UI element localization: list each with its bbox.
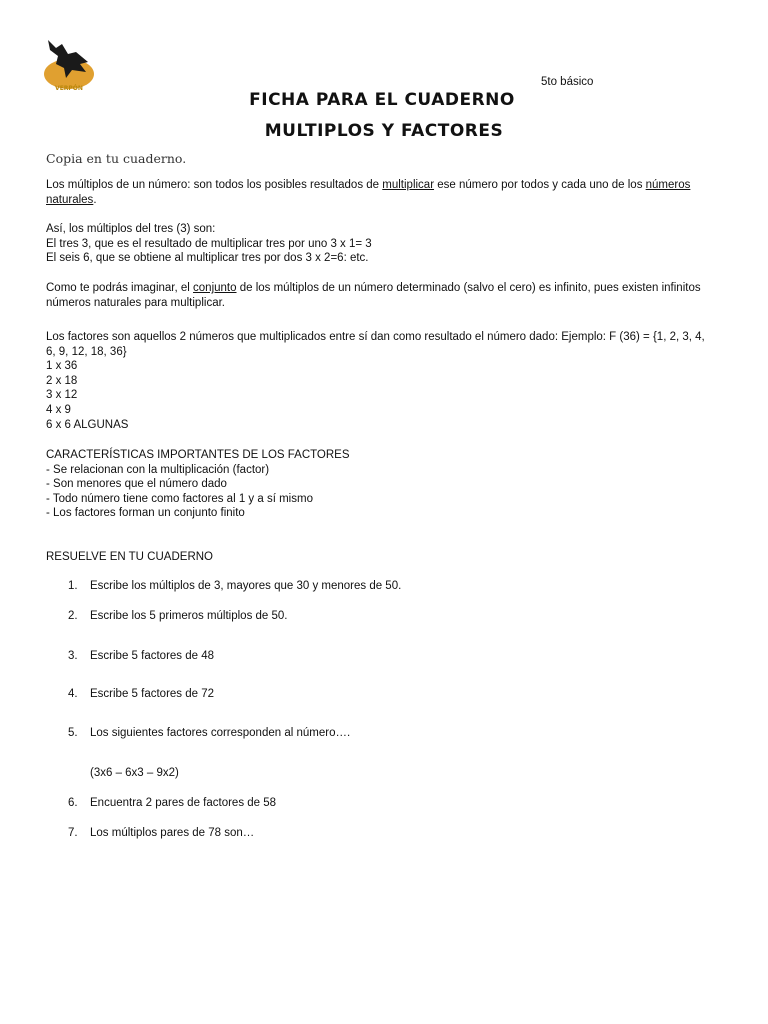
exercises-heading: RESUELVE EN TU CUADERNO: [46, 551, 213, 563]
infinite-text-2: de los múltiplos de un número determinado (salvo el cero) es infinito, pues existen infinitos números naturales para multiplicar.: [46, 282, 701, 309]
instruction-text: Copia en tu cuaderno.: [46, 151, 187, 166]
exercise-item: [68, 650, 214, 662]
definition-text-3: .: [93, 193, 97, 206]
exercise-item: [68, 688, 214, 700]
exercise-number: 6.: [68, 797, 78, 809]
factor-pair: 3 x 12: [46, 389, 78, 402]
example-line: Así, los múltiplos del tres (3) son:: [46, 223, 216, 235]
characteristic-item: - Se relacionan con la multiplicación (factor): [46, 463, 270, 476]
exercise-item: [68, 610, 288, 622]
definition-text-1: Los múltiplos de un número: son todos los posibles resultados de: [46, 179, 383, 191]
exercise-item: [68, 727, 350, 739]
characteristic-item: - Todo número tiene como factores al 1 y a sí mismo: [46, 492, 313, 505]
factor-pair: 6 x 6 ALGUNAS: [46, 418, 129, 431]
exercise-number: 5.: [68, 727, 78, 739]
exercise-text: Los múltiplos pares de 78 son…: [90, 827, 255, 839]
example-paragraph: [46, 222, 706, 266]
characteristics-heading: CARACTERÍSTICAS IMPORTANTES DE LOS FACTORES: [46, 449, 350, 461]
infinite-underline: conjunto: [193, 282, 237, 294]
exercise-number: 3.: [68, 650, 78, 662]
example-line: El seis 6, que se obtiene al multiplicar tres por dos 3 x 2=6: etc.: [46, 252, 369, 265]
exercise-text: Escribe los 5 primeros múltiplos de 50.: [90, 610, 288, 622]
definition-underline-2: números naturales: [46, 179, 691, 206]
exercise-item: [68, 827, 254, 839]
exercise-text: Escribe 5 factores de 72: [90, 688, 215, 700]
exercise-item: [68, 580, 401, 592]
definition-underline-1: multiplicar: [382, 179, 435, 191]
page-subtitle: MULTIPLOS Y FACTORES: [264, 121, 504, 141]
exercise-item: [68, 797, 276, 809]
infinite-text-1: Como te podrás imaginar, el: [46, 282, 194, 294]
factors-intro: Los factores son aquellos 2 números que multiplicados entre sí dan como resultado el número dado: Ejemplo: F (36) = {1, 2, 3, 4, 6, 9, 12, 18, 36}: [46, 331, 705, 358]
example-line: El tres 3, que es el resultado de multiplicar tres por uno 3 x 1= 3: [46, 237, 372, 250]
definition-paragraph: [46, 178, 706, 207]
factor-pair: 4 x 9: [46, 403, 71, 416]
characteristic-item: - Los factores forman un conjunto finito: [46, 507, 245, 520]
factors-paragraph: [46, 330, 706, 432]
grade-label: 5to básico: [541, 76, 594, 88]
school-logo: [42, 38, 96, 92]
page-title: FICHA PARA EL CUADERNO: [249, 90, 515, 110]
exercise-number: 2.: [68, 610, 78, 622]
exercise-number: 1.: [68, 580, 78, 592]
exercise-number: 4.: [68, 688, 78, 700]
characteristic-item: - Son menores que el número dado: [46, 478, 227, 491]
definition-text-2: ese número por todos y cada uno de los: [434, 179, 646, 191]
exercise-detail: (3x6 – 6x3 – 9x2): [90, 767, 179, 779]
factor-pair: 1 x 36: [46, 360, 78, 373]
factor-pair: 2 x 18: [46, 374, 78, 387]
exercise-text: Encuentra 2 pares de factores de 58: [90, 797, 277, 809]
logo-text: VERPÓN: [55, 85, 83, 92]
exercise-text: Escribe 5 factores de 48: [90, 650, 215, 662]
characteristics-section: [46, 448, 706, 521]
exercise-text: Los siguientes factores corresponden al número….: [90, 727, 351, 739]
infinite-paragraph: [46, 281, 706, 310]
exercise-number: 7.: [68, 827, 78, 839]
exercise-text: Escribe los múltiplos de 3, mayores que 30 y menores de 50.: [90, 580, 402, 592]
